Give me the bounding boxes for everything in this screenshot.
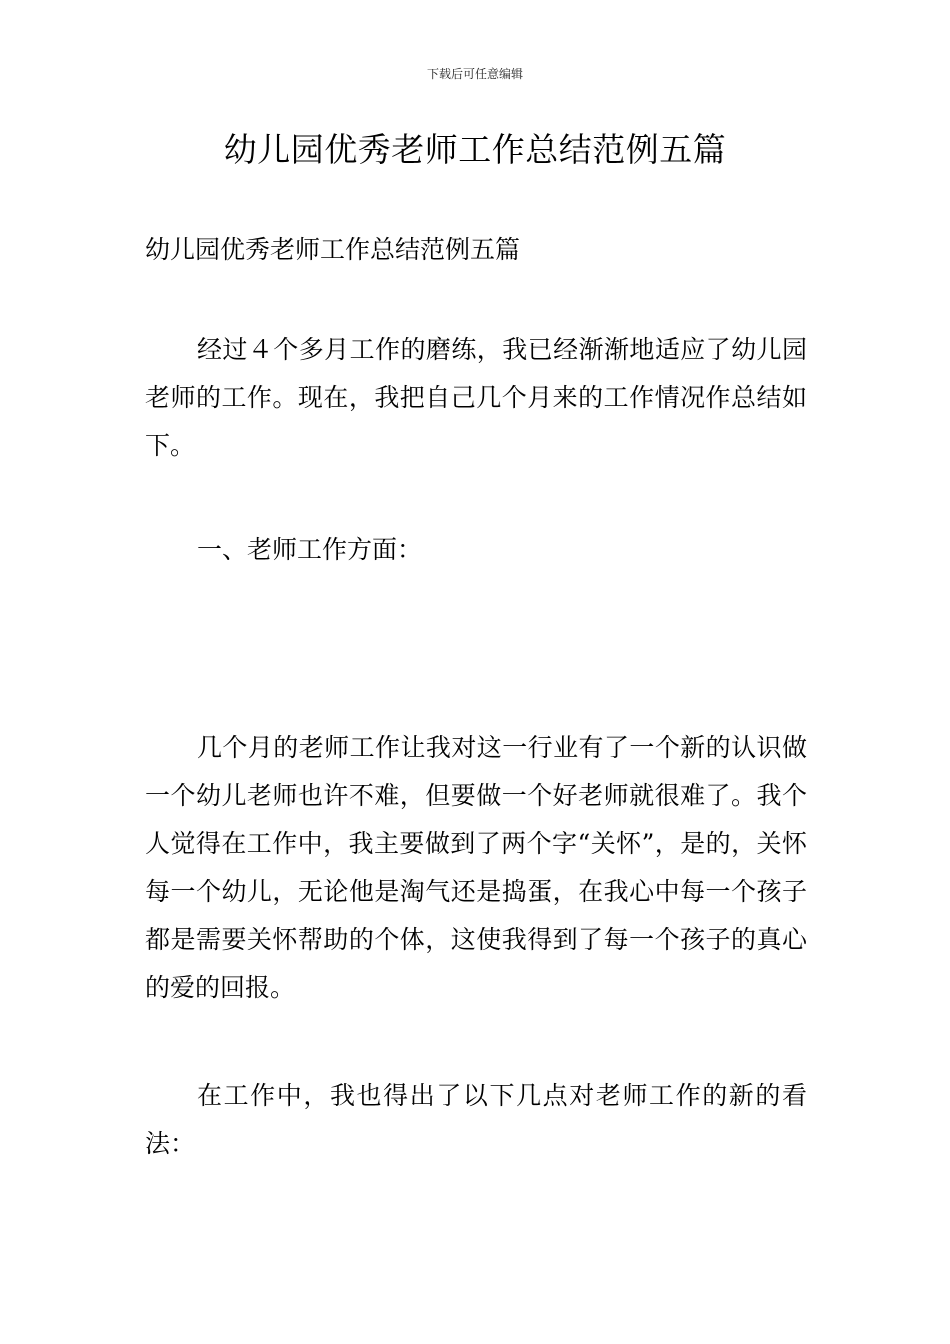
body-paragraph-2: 在工作中，我也得出了以下几点对老师工作的新的看法： [145, 1081, 807, 1158]
section-heading-teacher-work: 一、老师工作方面： [197, 535, 423, 564]
document-subtitle: 幼儿园优秀老师工作总结范例五篇 [145, 235, 521, 264]
document-title: 幼儿园优秀老师工作总结范例五篇 [223, 130, 727, 169]
intro-paragraph: 经过４个多月工作的磨练，我已经渐渐地适应了幼儿园老师的工作。现在，我把自己几个月来的工作情况作总结如下。 [145, 335, 807, 460]
page-header-note: 下载后可任意编辑 [426, 67, 523, 81]
body-paragraph-1: 几个月的老师工作让我对这一行业有了一个新的认识做一个幼儿老师也许不难，但要做一个好老师就很难了。我个人觉得在工作中，我主要做到了两个字“关怀”，是的，关怀每一个幼儿，无论他是淘气还是捣蛋，在我心中每一个孩子都是需要关怀帮助的个体，这使我得到了每一个孩子的真心的爱的回报。 [145, 733, 807, 1002]
